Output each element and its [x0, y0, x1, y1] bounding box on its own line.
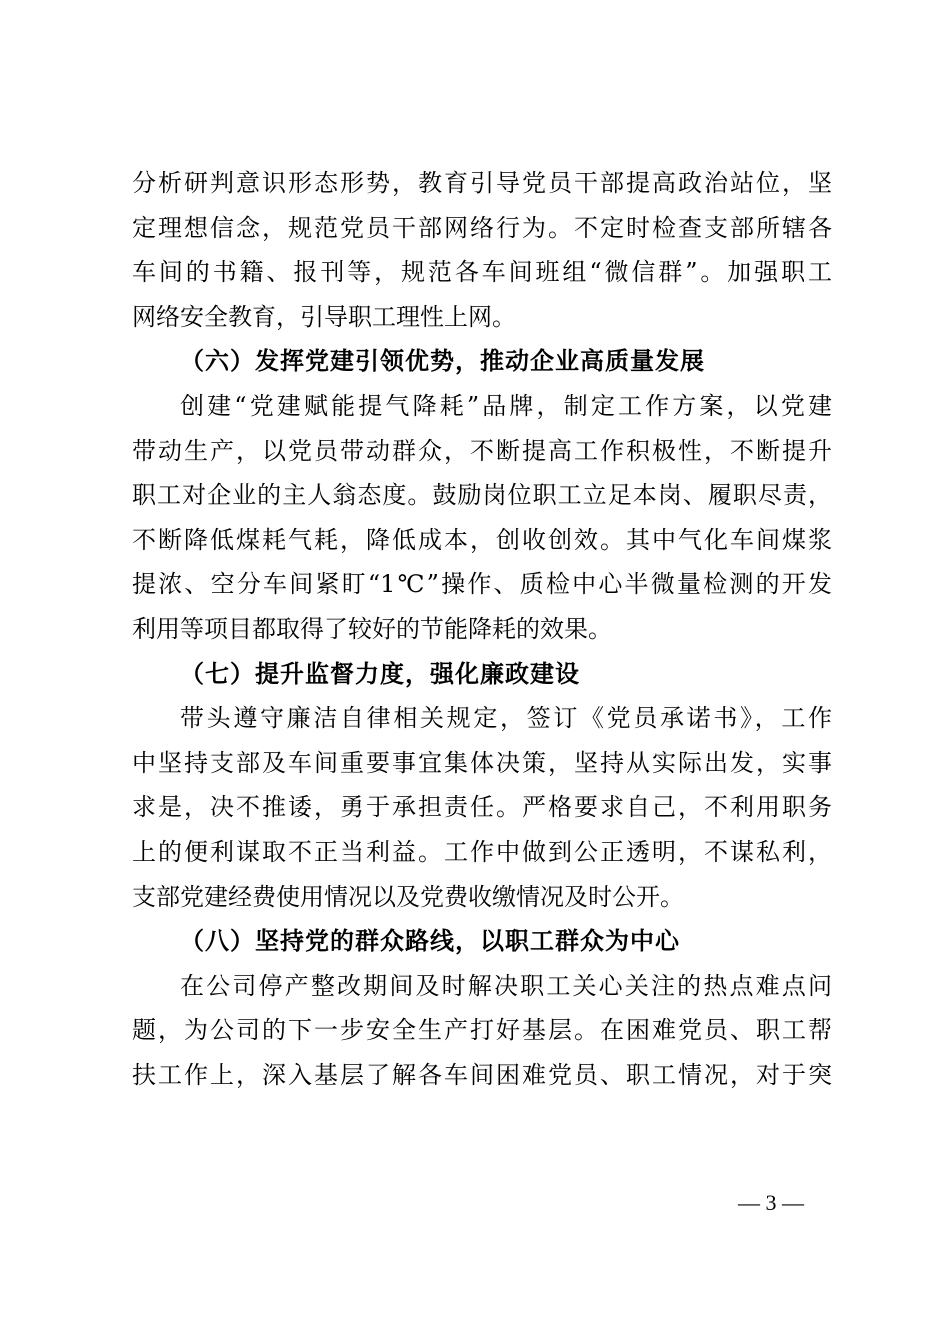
paragraph-2-line-5: 提浓、空分车间紧盯“1℃”操作、质检中心半微量检测的开发: [132, 570, 832, 598]
paragraph-1-line-4: 网络安全教育，引导职工理性上网。: [132, 303, 516, 331]
paragraph-2-line-6: 利用等项目都取得了较好的节能降耗的效果。: [132, 615, 612, 643]
paragraph-1-line-1: 分析研判意识形态形势，教育引导党员干部提高政治站位，坚: [132, 169, 832, 197]
page-number: — 3 —: [738, 1190, 804, 1215]
paragraph-3-line-3: 求是，决不推诿，勇于承担责任。严格要求自己，不利用职务: [132, 793, 832, 821]
paragraph-2-line-3: 职工对企业的主人翁态度。鼓励岗位职工立足本岗、履职尽责，: [132, 481, 832, 509]
paragraph-4-line-3: 扶工作上，深入基层了解各车间困难党员、职工情况，对于突: [132, 1061, 832, 1089]
section-heading-8: （八）坚持党的群众路线，以职工群众为中心: [180, 926, 680, 955]
paragraph-2-line-2: 带动生产，以党员带动群众，不断提高工作积极性，不断提升: [132, 437, 832, 465]
paragraph-3-line-5: 支部党建经费使用情况以及党费收缴情况及时公开。: [132, 883, 684, 911]
paragraph-2-line-4: 不断降低煤耗气耗，降低成本，创收创效。其中气化车间煤浆: [132, 526, 832, 554]
paragraph-3-line-1: 带头遵守廉洁自律相关规定，签订《党员承诺书》，工作: [180, 704, 832, 732]
paragraph-4-line-2: 题，为公司的下一步安全生产打好基层。在困难党员、职工帮: [132, 1016, 832, 1044]
section-heading-7: （七）提升监督力度，强化廉政建设: [180, 659, 580, 688]
paragraph-3-line-2: 中坚持支部及车间重要事宜集体决策，坚持从实际出发，实事: [132, 749, 832, 777]
section-heading-6: （六）发挥党建引领优势，推动企业高质量发展: [180, 346, 705, 375]
paragraph-1-line-3: 车间的书籍、报刊等，规范各车间班组“微信群”。加强职工: [132, 258, 832, 286]
paragraph-2-line-1: 创建“党建赋能提气降耗”品牌，制定工作方案，以党建: [180, 392, 832, 420]
paragraph-1-line-2: 定理想信念，规范党员干部网络行为。不定时检查支部所辖各: [132, 214, 832, 242]
paragraph-3-line-4: 上的便利谋取不正当利益。工作中做到公正透明，不谋私利，: [132, 838, 832, 866]
paragraph-4-line-1: 在公司停产整改期间及时解决职工关心关注的热点难点问: [180, 972, 832, 1000]
